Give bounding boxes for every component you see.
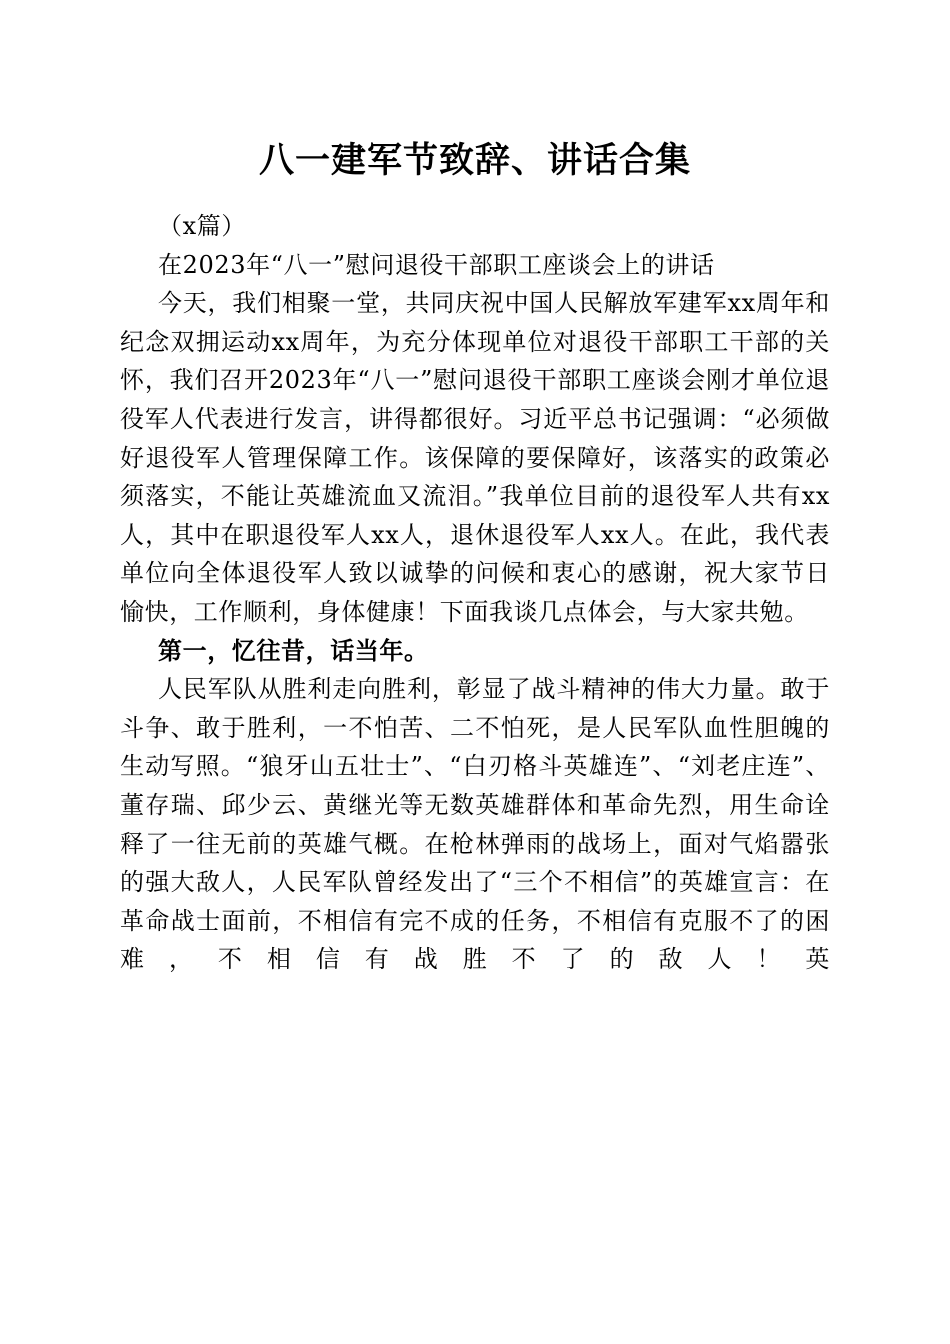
section-heading: 第一，忆往昔，话当年。	[158, 635, 429, 665]
body-paragraph: 人民军队从胜利走向胜利，彰显了战斗精神的伟大力量。敢于斗争、敢于胜利，一不怕苦、二不怕死，是人民军队血性胆魄的生动写照。“狼牙山五壮士”、“白刃格斗英雄连”、“刘老庄连”、董存瑞、邱少云、黄继光等无数英雄群体和革命先烈，用生命诠释了一往无前的英雄气概。在枪林弹雨的战场上，面对气焰嚣张的强大敌人，人民军队曾经发出了“三个不相信”的英雄宣言：在革命战士面前，不相信有完不成的任务，不相信有克服不了的困难，不相信有战胜不了的敌人！英	[120, 675, 830, 974]
speech-title: 在2023年“八一”慰问退役干部职工座谈会上的讲话	[158, 250, 715, 279]
document-title: 八一建军节致辞、讲话合集	[258, 140, 691, 181]
subtitle-count: （x篇）	[158, 212, 246, 240]
document-body	[120, 207, 830, 979]
body-paragraph: 今天，我们相聚一堂，共同庆祝中国人民解放军建军xx周年和纪念双拥运动xx周年，为充分体现单位对退役干部职工干部的关怀，我们召开2023年“八一”慰问退役干部职工座谈会刚才单位退役军人代表进行发言，讲得都很好。习近平总书记强调：“必须做好退役军人管理保障工作。该保障的要保障好，该落实的政策必须落实，不能让英雄流血又流泪。”我单位目前的退役军人共有xx人，其中在职退役军人xx人，退休退役军人xx人。在此，我代表单位向全体退役军人致以诚挚的问候和衷心的感谢，祝大家节日愉快，工作顺利，身体健康！下面我谈几点体会，与大家共勉。	[120, 289, 830, 626]
